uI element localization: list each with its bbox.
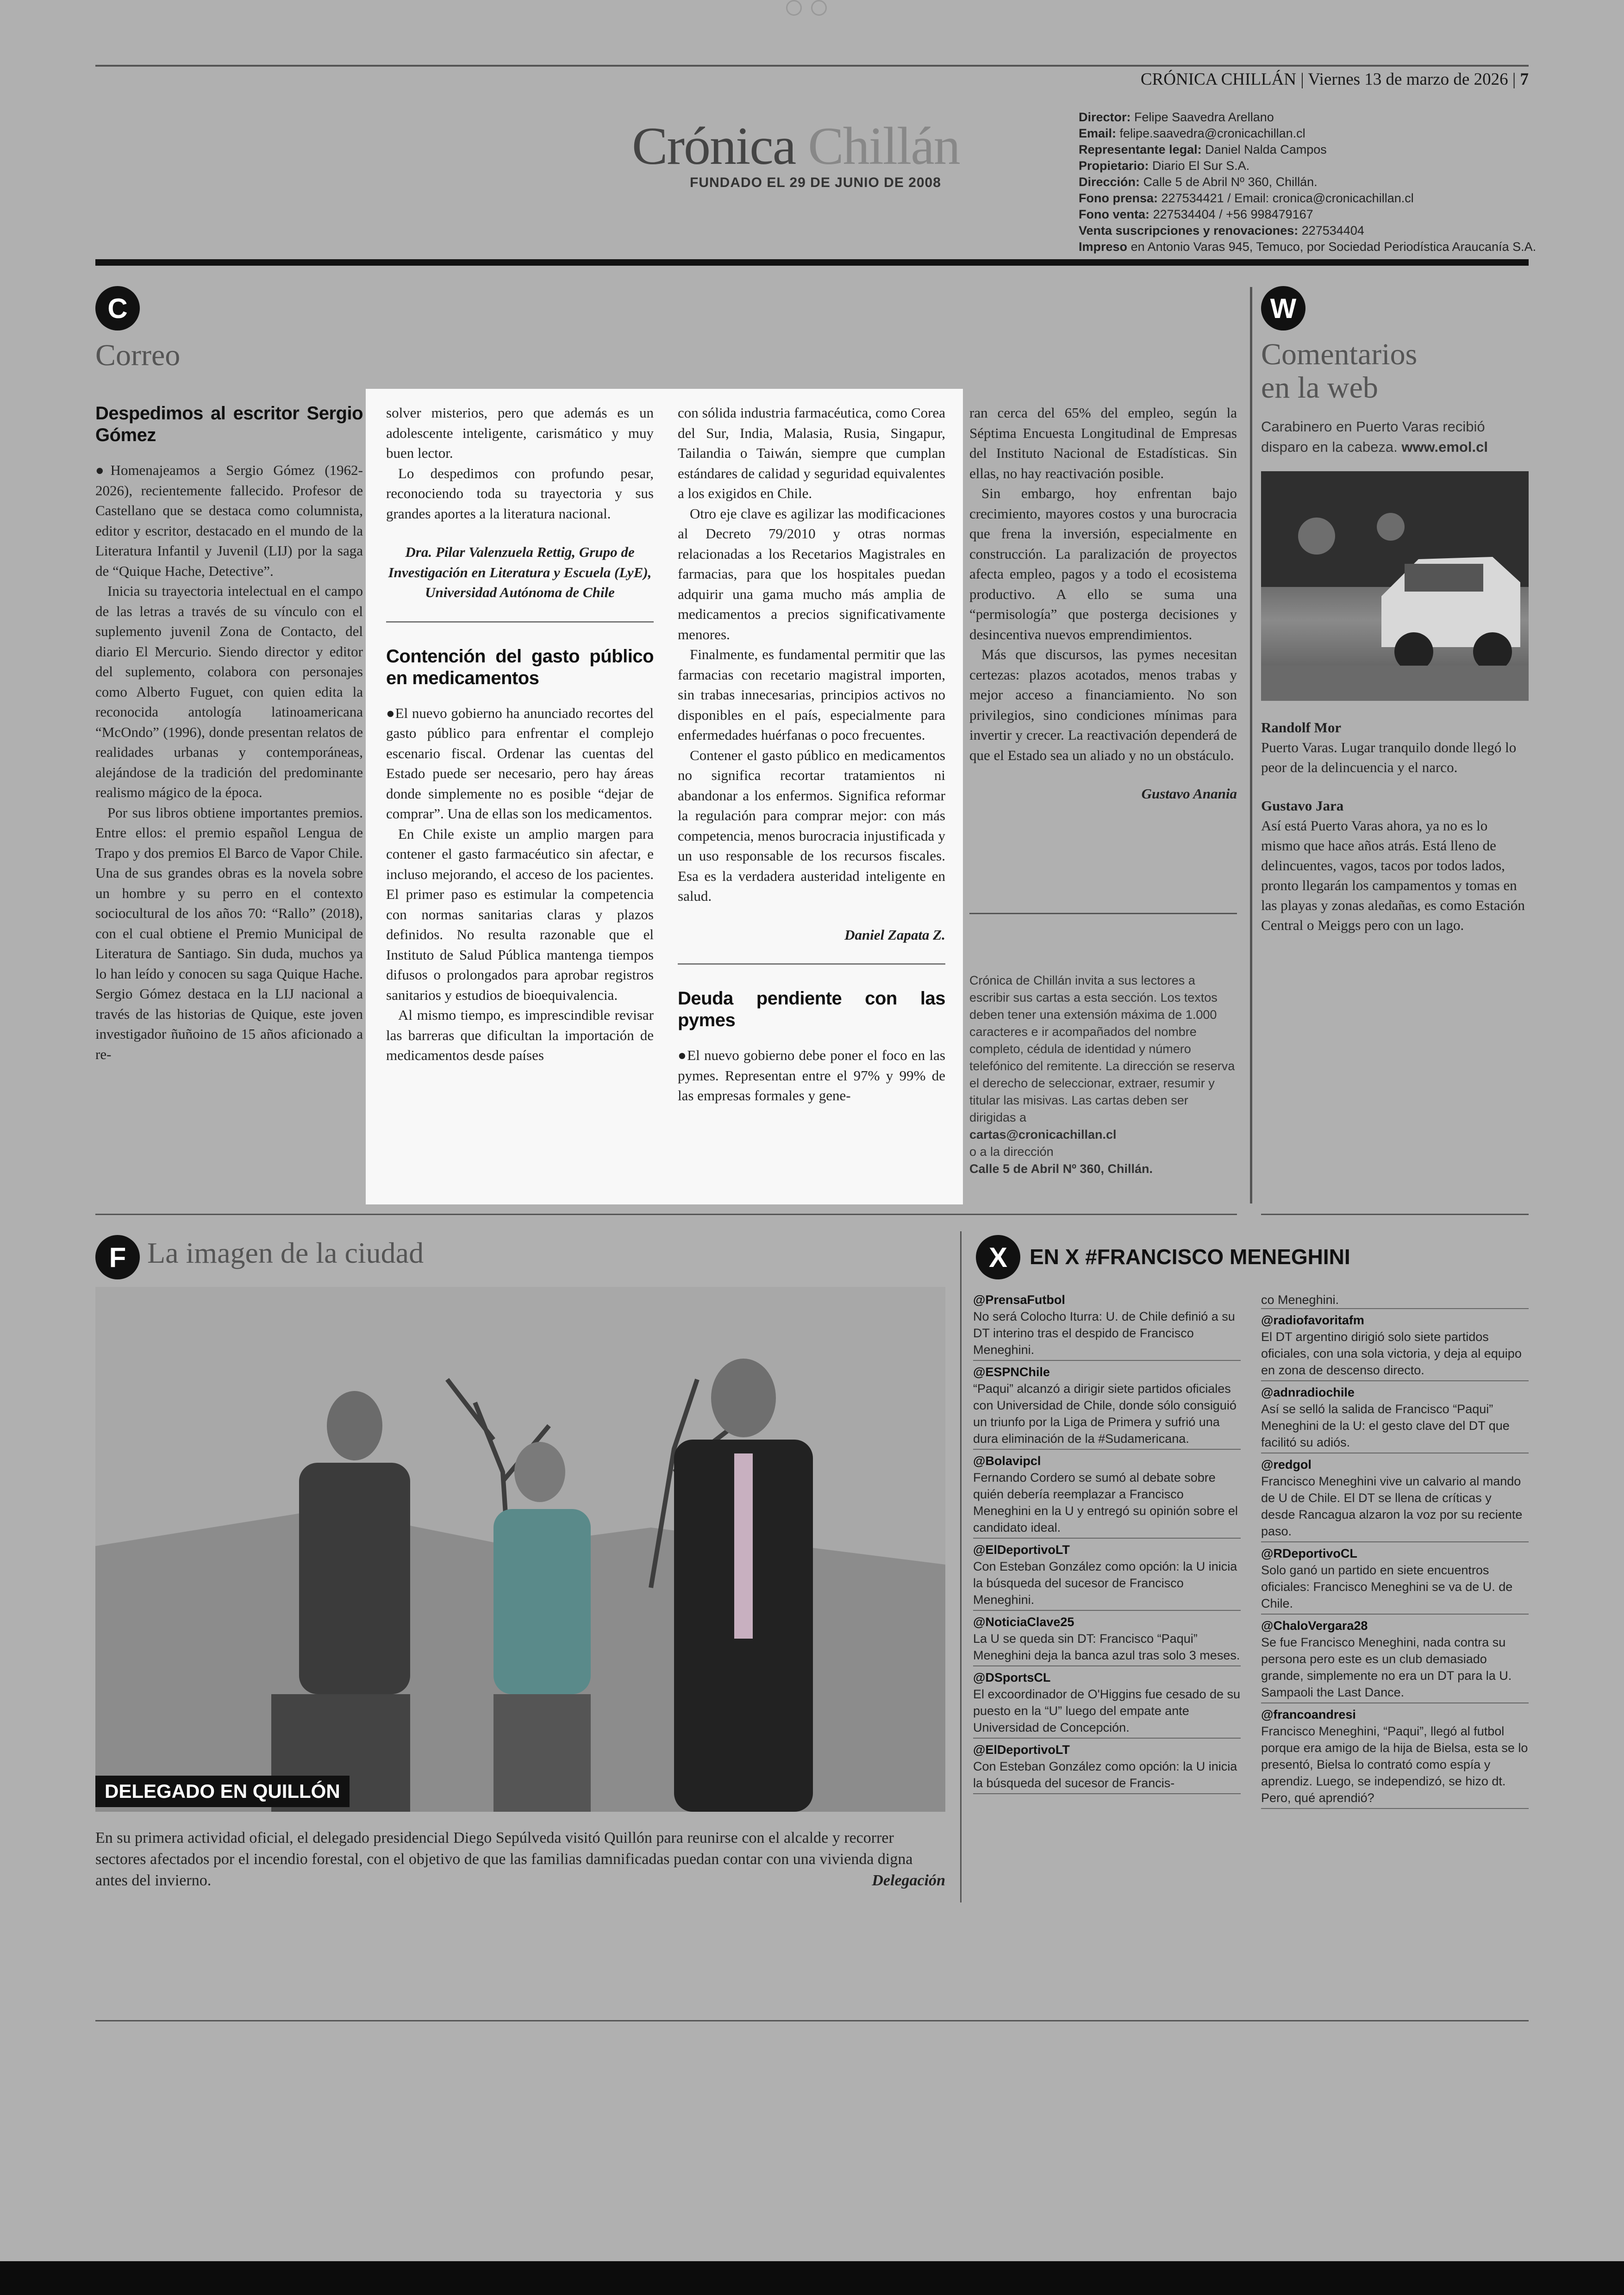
invite-text: Crónica de Chillán invita a sus lectores a escribir sus cartas a esta sección. Los textos deben tener una extensión máxima de 1.000 caracteres e ir acompañados del nombre completo, cédula de identidad y número telefónico del remitente. La dirección se reserva el derecho de seleccionar, extraer, resumir y titular las misivas. Las cartas deben ser dirigidas a xyxy=(969,973,1235,1124)
x-post-text: Francisco Meneghini, “Paqui”, llegó al futbol porque era amigo de la hija de Bielsa, esta se lo presentó, Bielsa lo contrató como espía y aprendiz. Luego, se independizó, se hizo dt. Pero, qué aprendió? xyxy=(1261,1724,1528,1805)
letters-invite-note xyxy=(969,972,1237,1178)
x-post-text: No será Colocho Iturra: U. de Chile definió a su DT interino tras el despido de Francisco Meneghini. xyxy=(973,1310,1235,1357)
x-column-2 xyxy=(1261,1291,1529,1812)
masthead-value: Diario El Sur S.A. xyxy=(1152,159,1250,173)
letter-column-2 xyxy=(386,403,654,1066)
section-rule xyxy=(1261,1214,1529,1215)
correo-title: Correo xyxy=(95,338,181,372)
masthead-key: Email: xyxy=(1079,126,1117,140)
web-comment-author: Gustavo Jara xyxy=(1261,798,1344,814)
x-post xyxy=(1261,1312,1529,1381)
x-col2-items xyxy=(1261,1312,1529,1809)
masthead-key: Propietario: xyxy=(1079,159,1149,173)
x-post-text: Fernando Cordero se sumó al debate sobre quién debería reemplazar a Francisco Meneghini en la U y entregó su opinión sobre el candidato ideal. xyxy=(973,1471,1238,1534)
bottom-rule xyxy=(95,2020,1529,2021)
masthead-row xyxy=(1079,239,1536,255)
column-divider xyxy=(960,1231,962,1902)
x-post xyxy=(973,1614,1241,1666)
masthead-value: Daniel Nalda Campos xyxy=(1205,143,1327,156)
bottom-bar xyxy=(0,2261,1624,2295)
x-handle[interactable]: @ESPNChile xyxy=(973,1365,1050,1379)
x-post xyxy=(973,1541,1241,1611)
masthead-row xyxy=(1079,174,1536,190)
city-icon: F xyxy=(95,1235,140,1279)
letter-divider xyxy=(678,963,945,965)
nav-dot[interactable] xyxy=(811,0,827,16)
web-lead xyxy=(1261,417,1529,457)
x-handle[interactable]: @ChaloVergara28 xyxy=(1261,1619,1368,1633)
folio-page: 7 xyxy=(1520,70,1529,89)
masthead-row xyxy=(1079,158,1536,174)
paragraph: ran cerca del 65% del empleo, según la Séptima Encuesta Longitudinal de Empresas del Instituto Nacional de Estadísticas. Sin ellas, no hay reactivación posible. xyxy=(969,405,1237,481)
paragraph: Más que discursos, las pymes necesitan certezas: plazos acotados, menos trabas y mejor acceso a financiamiento. No son privilegios, sino condiciones mínimas para invertir y crecer. La reactivación dependerá de que el Estado sea un aliado y no un obstáculo. xyxy=(969,646,1237,763)
masthead-credits xyxy=(1079,109,1536,255)
letter-1-signature: Dra. Pilar Valenzuela Rettig, Grupo de Investigación en Literatura y Escuela (LyE), Universidad Autónoma de Chile xyxy=(388,544,652,600)
masthead-key: Representante legal: xyxy=(1079,143,1202,156)
letter-3-headline: Deuda pendiente con las pymes xyxy=(678,988,945,1030)
letter-1-headline: Despedimos al escritor Sergio Gómez xyxy=(95,403,363,445)
x-post xyxy=(1261,1456,1529,1542)
x-handle[interactable]: @radiofavoritafm xyxy=(1261,1313,1364,1327)
x-handle[interactable]: @DSportsCL xyxy=(973,1671,1051,1684)
x-post-text: Solo ganó un partido en siete encuentros oficiales: Francisco Meneghini se va de U. de Chile. xyxy=(1261,1563,1513,1610)
masthead-value: Felipe Saavedra Arellano xyxy=(1134,110,1274,124)
newspaper-logo xyxy=(632,116,960,177)
x-col2-lead: co Meneghini. xyxy=(1261,1291,1529,1309)
web-comment-author: Randolf Mor xyxy=(1261,719,1342,736)
letter-divider xyxy=(386,621,654,623)
web-icon: W xyxy=(1261,286,1305,331)
masthead-row xyxy=(1079,109,1536,125)
x-handle[interactable]: @NoticiaClave25 xyxy=(973,1615,1074,1629)
masthead-key: Dirección: xyxy=(1079,175,1140,189)
section-rule xyxy=(95,1214,1237,1215)
city-photo xyxy=(95,1287,945,1812)
paragraph: Sin embargo, hoy enfrentan bajo crecimiento, mayores costos y una burocracia que frena la inversión, especialmente en construcción. La paralización de proyectos afecta empleo, pagos y a todo el ecosistema productivo. A ello se suma una “permisología” que posterga decisiones y desincentiva nuevos emprendimientos. xyxy=(969,485,1237,642)
x-post xyxy=(1261,1617,1529,1703)
invite-or: o a la dirección xyxy=(969,1145,1054,1159)
logo-word-b: Chillán xyxy=(808,117,960,176)
x-icon: X xyxy=(976,1235,1020,1279)
x-handle[interactable]: @ElDeportivoLT xyxy=(973,1543,1070,1557)
paragraph: Al mismo tiempo, es imprescindible revisar las barreras que dificultan la importación de medicamentos desde países xyxy=(386,1007,654,1063)
header-rule xyxy=(95,259,1529,266)
letter-3-signature: Gustavo Anania xyxy=(1141,786,1237,802)
masthead-row xyxy=(1079,206,1536,223)
masthead-row xyxy=(1079,125,1536,142)
paragraph: Inicia su trayectoria intelectual en el campo de las letras a través de su vínculo con el suplemento juvenil Zona de Contacto, del diario El Mercurio. Siendo director y editor del suplemento, colabora con personajes como Alberto Fuguet, con quien edita la reconocida antología latinoamericana “McOndo” (1996), donde presentan relatos de realidades urbanas y contemporáneas, alejándose de la tradición del predominante realismo mágico de la época. xyxy=(95,583,363,800)
x-column-1 xyxy=(973,1291,1241,1797)
city-title: La imagen de la ciudad xyxy=(147,1236,424,1269)
letter-2-signature: Daniel Zapata Z. xyxy=(844,926,945,943)
web-comment xyxy=(1261,717,1529,777)
logo-word-a: Crónica xyxy=(632,117,796,176)
x-handle[interactable]: @redgol xyxy=(1261,1458,1312,1472)
masthead-key: Impreso xyxy=(1079,240,1128,254)
top-rule xyxy=(95,65,1529,67)
x-post-text: Francisco Meneghini vive un calvario al mando de U de Chile. El DT se llena de críticas y desde Rancagua alzaron la voz por su reciente paso. xyxy=(1261,1474,1523,1538)
web-comments-list xyxy=(1261,717,1529,954)
masthead-row xyxy=(1079,142,1536,158)
masthead-key: Fono prensa: xyxy=(1079,191,1158,205)
web-comment-text: Así está Puerto Varas ahora, ya no es lo mismo que hace años atrás. Está lleno de delincuentes, vagos, tacos por todos lados, pronto llegarán los campamentos y tomas en las playas y zonas aledañas, es como Estación Central o Meiggs pero con un lago. xyxy=(1261,817,1525,933)
x-post xyxy=(1261,1545,1529,1615)
letter-column-1 xyxy=(95,403,363,1064)
x-post-text: El DT argentino dirigió solo siete partidos oficiales, con una sola victoria, y deja al equipo en zona de descenso directo. xyxy=(1261,1330,1522,1377)
paragraph: Otro eje clave es agilizar las modificaciones al Decreto 79/2010 y otras normas relacionadas a los Recetarios Magistrales en farmacias, para que los hospitales puedan adquirir una gama mucho más amplia de medicamentos a precios significativamente menores. xyxy=(678,505,945,642)
web-title xyxy=(1261,338,1417,405)
city-photo-tag: DELEGADO EN QUILLÓN xyxy=(95,1776,350,1807)
paragraph: Lo despedimos con profundo pesar, reconociendo toda su trayectoria y sus grandes aportes a la literatura nacional. xyxy=(386,465,654,522)
paragraph: ●El nuevo gobierno ha anunciado recortes del gasto público para enfrentar el complejo escenario fiscal. Ordenar las cuentas del Estado puede ser necesario, pero hay áreas donde simplemente no es posible “dejar de comprar”. Una de ellas son los medicamentos. xyxy=(386,705,654,822)
invite-rule xyxy=(969,913,1237,914)
masthead-value: 227534404 xyxy=(1301,224,1364,237)
web-photo xyxy=(1261,471,1529,701)
masthead-value: en Antonio Varas 945, Temuco, por Sociedad Periodística Araucanía S.A. xyxy=(1131,240,1537,254)
invite-address: Calle 5 de Abril Nº 360, Chillán. xyxy=(969,1162,1153,1176)
x-handle[interactable]: @ElDeportivoLT xyxy=(973,1743,1070,1757)
page-nav-dots xyxy=(781,0,837,19)
letter-1-body xyxy=(95,460,363,1064)
paragraph: En Chile existe un amplio margen para contener el gasto farmacéutico sin afectar, e incluso mejorando, el acceso de los pacientes. El primer paso es estimular la competencia con normas sanitarias claras y plazos definidos. No resulta razonable que el Instituto de Salud Pública mantenga tiempos difusos o prolongados para aprobar registros sanitarios y estudios de bioequivalencia. xyxy=(386,825,654,1003)
x-handle[interactable]: @Bolavipcl xyxy=(973,1454,1041,1468)
letter-column-3 xyxy=(678,403,945,1106)
web-title-line-1: Comentarios xyxy=(1261,337,1418,371)
web-title-line-2: en la web xyxy=(1261,371,1378,405)
x-post xyxy=(1261,1706,1529,1809)
x-title: EN X #FRANCISCO MENEGHINI xyxy=(1030,1245,1350,1269)
masthead-value: 227534421 / Email: cronica@cronicachillan.cl xyxy=(1161,191,1414,205)
x-post-text: La U se queda sin DT: Francisco “Paqui” Meneghini deja la banca azul tras solo 3 meses. xyxy=(973,1632,1240,1662)
masthead-key: Fono venta: xyxy=(1079,207,1149,221)
x-post xyxy=(973,1453,1241,1539)
x-post xyxy=(973,1364,1241,1450)
x-post xyxy=(1261,1384,1529,1453)
x-post-text: Así se selló la salida de Francisco “Paqui” Meneghini de la U: el gesto clave del DT que facilitó su adiós. xyxy=(1261,1402,1510,1449)
paragraph: ●El nuevo gobierno debe poner el foco en las pymes. Representan entre el 97% y 99% de las empresas formales y gene- xyxy=(678,1047,945,1104)
masthead-row xyxy=(1079,190,1536,206)
police-car-illustration xyxy=(1261,471,1529,701)
paragraph: Contener el gasto público en medicamentos no significa recortar tratamientos ni abandonar a los enfermos. Significa reformar la regulación para comprar mejor: con más competencia, menos burocracia injustificada y un uso responsable de los recursos fiscales. Esa es la verdadera austeridad inteligente en salud. xyxy=(678,747,945,904)
paragraph: solver misterios, pero que además es un adolescente inteligente, carismático y muy buen lector. xyxy=(386,405,654,461)
web-comment-text: Puerto Varas. Lugar tranquilo donde llegó lo peor de la delincuencia y el narco. xyxy=(1261,739,1517,775)
x-handle[interactable]: @RDeportivoCL xyxy=(1261,1547,1357,1560)
paragraph: con sólida industria farmacéutica, como Corea del Sur, India, Malasia, Rusia, Singapur, Tailandia o Taiwán, siempre que cumplan estándares de calidad y seguridad equivalentes a los exigidos en Chile. xyxy=(678,405,945,501)
x-handle[interactable]: @adnradiochile xyxy=(1261,1385,1355,1399)
folio-paper: CRÓNICA CHILLÁN xyxy=(1140,70,1296,89)
masthead-row xyxy=(1079,223,1536,239)
x-post xyxy=(973,1741,1241,1794)
x-post-text: “Paqui” alcanzó a dirigir siete partidos oficiales con Universidad de Chile, donde sólo consiguió un triunfo por la Liga de Primera y sufrió una dura eliminación de la #Sudamericana. xyxy=(973,1382,1237,1446)
folio-date: Viernes 13 de marzo de 2026 xyxy=(1308,70,1508,89)
paragraph: Finalmente, es fundamental permitir que las farmacias con recetario magistral importen, sin trabas innecesarias, principios activos no disponibles en el país, especialmente para enfermedades huérfanas o poco frecuentes. xyxy=(678,646,945,743)
paragraph: ●Homenajeamos a Sergio Gómez (1962-2026), recientemente fallecido. Profesor de Castellano que se destaca como columnista, editor y escritor, destacado en el mundo de la Literatura Infantil y Juvenil (LIJ) por la saga de “Quique Hache, Detective”. xyxy=(95,462,363,579)
x-post-text: Se fue Francisco Meneghini, nada contra su persona pero este es un club demasiado grande, simplemente no era un DT para la U. Sampaoli the Last Dance. xyxy=(1261,1635,1512,1699)
x-post-text: Con Esteban González como opción: la U inicia la búsqueda del sucesor de Francisco Meneghini. xyxy=(973,1559,1237,1607)
column-divider xyxy=(1250,287,1252,1204)
masthead-value: Calle 5 de Abril Nº 360, Chillán. xyxy=(1143,175,1318,189)
city-credit: Delegación xyxy=(872,1872,945,1889)
masthead-value: felipe.saavedra@cronicachillan.cl xyxy=(1119,126,1305,140)
masthead-key: Director: xyxy=(1079,110,1131,124)
nav-dot[interactable] xyxy=(786,0,802,16)
masthead-key: Venta suscripciones y renovaciones: xyxy=(1079,224,1299,237)
invite-email[interactable]: cartas@cronicachillan.cl xyxy=(969,1128,1117,1141)
city-caption-text: En su primera actividad oficial, el delegado presidencial Diego Sepúlveda visitó Quillón para reunirse con el alcalde y recorrer sectores afectados por el incendio forestal, con el objetivo de que las familias damnificadas puedan contar con una vivienda digna antes del invierno. xyxy=(95,1829,913,1889)
web-lead-site[interactable]: www.emol.cl xyxy=(1401,439,1488,455)
x-handle[interactable]: @PrensaFutbol xyxy=(973,1293,1065,1307)
letter-2-headline: Contención del gasto público en medicamentos xyxy=(386,646,654,688)
founded-line: FUNDADO EL 29 DE JUNIO DE 2008 xyxy=(690,175,941,190)
web-lead-text: Carabinero en Puerto Varas recibió disparo en la cabeza. xyxy=(1261,418,1485,455)
correo-icon: C xyxy=(95,286,140,331)
paragraph: Por sus libros obtiene importantes premios. Entre ellos: el premio español Lengua de Trapo y dos premios El Barco de Vapor Chile. Una de sus grandes obras es la novela sobre un hombre y su perro en el contexto sociocultural de los años 70: “Rallo” (2018), con el cual obtiene el Premio Municipal de Literatura de Santiago. Sin duda, muchos ya lo han leído y conocen su saga Quique Hache. Sergio Gómez destaca en la LIJ nacional a través de las historias de Quique, este joven investigador ñuñoino de 15 años aficionado a re- xyxy=(95,804,363,1062)
web-comment xyxy=(1261,796,1529,935)
letter-column-4 xyxy=(969,403,1237,804)
x-handle[interactable]: @francoandresi xyxy=(1261,1708,1356,1721)
city-photo-illustration xyxy=(95,1287,945,1812)
folio: CRÓNICA CHILLÁN | Viernes 13 de marzo de 2026 | 7 xyxy=(1140,70,1529,89)
city-caption xyxy=(95,1827,945,1891)
x-post xyxy=(973,1669,1241,1739)
x-post-text: El excoordinador de O'Higgins fue cesado de su puesto en la “U” luego del empate ante Universidad de Concepción. xyxy=(973,1687,1241,1734)
masthead-value: 227534404 / +56 998479167 xyxy=(1153,207,1313,221)
x-post xyxy=(973,1291,1241,1361)
x-post-text: Con Esteban González como opción: la U inicia la búsqueda del sucesor de Francis- xyxy=(973,1759,1237,1790)
